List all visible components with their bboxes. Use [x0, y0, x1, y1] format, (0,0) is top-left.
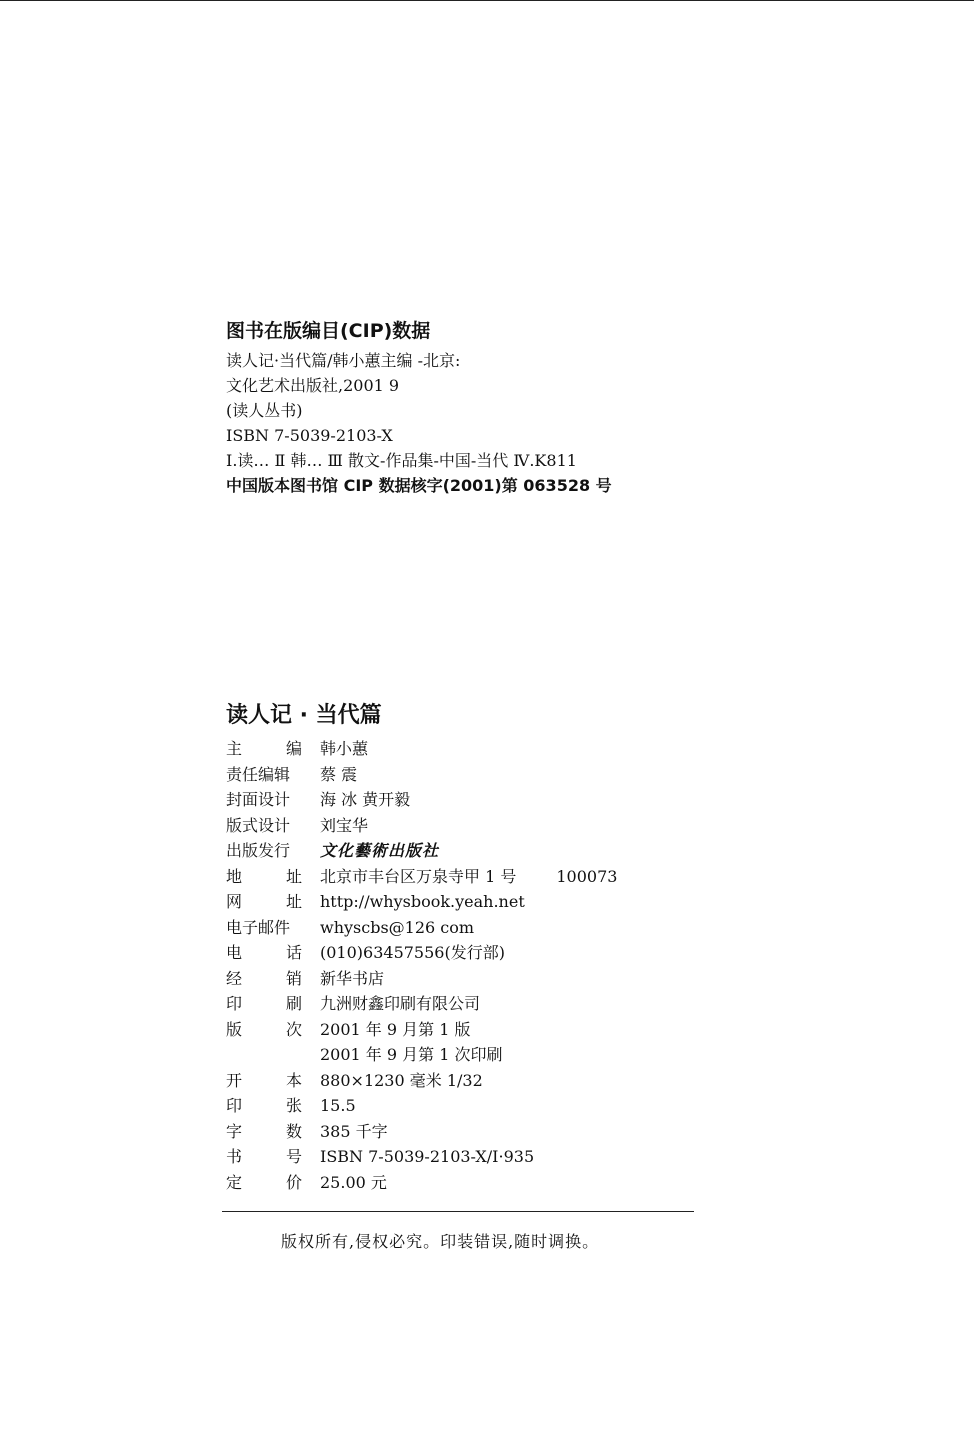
- colophon-row: [226, 838, 706, 864]
- cip-data-block: [226, 318, 846, 498]
- colophon-label-part: 印: [226, 1096, 243, 1115]
- colophon-row: [226, 940, 706, 966]
- colophon-row-label: [226, 889, 302, 915]
- colophon-row-value: whyscbs@126 com: [320, 917, 475, 937]
- colophon-row: [226, 1093, 706, 1119]
- colophon-row-value: ISBN 7-5039-2103-X/I·935: [320, 1147, 535, 1166]
- colophon-label-part: 本: [285, 1070, 302, 1090]
- colophon-row-label: [226, 762, 302, 788]
- cip-line-publisher: 文化艺术出版社,2001 9: [226, 376, 400, 395]
- colophon-label-part: 编: [285, 739, 302, 758]
- colophon-rows: [226, 736, 706, 1195]
- colophon-row-label: [226, 991, 302, 1017]
- colophon-label-part: 版式设计: [226, 815, 291, 835]
- colophon-label-part: 定: [226, 1172, 243, 1192]
- colophon-label-part: 主: [226, 739, 243, 758]
- colophon-row: [226, 1017, 706, 1043]
- colophon-label-part: 号: [285, 1147, 302, 1166]
- cip-line-series: (读人丛书): [226, 401, 303, 420]
- spacer: [516, 864, 556, 890]
- colophon-label-part: 经: [226, 968, 243, 988]
- book-title: 读人记 · 当代篇: [226, 703, 382, 728]
- colophon-row: [226, 736, 706, 762]
- colophon-label-part: 数: [285, 1121, 302, 1141]
- colophon-row-value: 880×1230 毫米 1/32: [320, 1070, 483, 1090]
- colophon-row: [226, 1119, 706, 1145]
- cip-line-subjects: Ⅰ.读… Ⅱ 韩… Ⅲ 散文-作品集-中国-当代 Ⅳ.K811: [226, 451, 577, 470]
- colophon-row: [226, 1170, 706, 1196]
- colophon-label-part: 书: [226, 1147, 243, 1166]
- colophon-row-value: http://whysbook.yeah.net: [320, 892, 525, 911]
- colophon-row: [226, 1068, 706, 1094]
- colophon-row-label: [226, 1017, 302, 1043]
- colophon-row-label: [226, 838, 302, 864]
- colophon-label-part: 印: [226, 994, 243, 1013]
- colophon-row-value: 新华书店: [320, 968, 385, 988]
- colophon-row-value: 刘宝华: [320, 815, 369, 835]
- cip-title: 图书在版编目(CIP)数据: [226, 320, 431, 342]
- colophon-label-part: 址: [285, 892, 302, 911]
- colophon-row-label: [226, 864, 302, 890]
- cip-line-isbn: ISBN 7-5039-2103-X: [226, 426, 393, 445]
- colophon-row-label: [226, 1144, 302, 1170]
- colophon-label-part: 刷: [285, 994, 302, 1013]
- colophon-row-label: [226, 940, 302, 966]
- colophon-row-value: 2001 年 9 月第 1 次印刷: [320, 1045, 503, 1064]
- colophon-row: [226, 864, 706, 890]
- colophon-row-label: [226, 915, 302, 941]
- colophon-label-part: 张: [285, 1096, 302, 1115]
- colophon-label-part: 电子邮件: [226, 917, 291, 937]
- colophon-row-value: 385 千字: [320, 1121, 388, 1141]
- colophon-row-value: 15.5: [320, 1096, 356, 1115]
- colophon-row-value: (010)63457556(发行部): [320, 943, 505, 962]
- colophon-row-value: 25.00 元: [320, 1172, 387, 1192]
- top-border-line: [0, 0, 974, 1]
- colophon-label-part: 价: [285, 1172, 302, 1192]
- colophon-label-part: 电: [226, 943, 243, 962]
- colophon-row: [226, 1144, 706, 1170]
- colophon-row-value: 2001 年 9 月第 1 版: [320, 1019, 471, 1039]
- colophon-row-value: 北京市丰台区万泉寺甲 1 号: [320, 866, 517, 886]
- colophon-label-part: 销: [285, 968, 302, 988]
- colophon-row-label: [226, 1170, 302, 1196]
- colophon-row-label: [226, 1093, 302, 1119]
- postal-code: 100073: [556, 866, 618, 886]
- colophon-row: [226, 813, 706, 839]
- colophon-row-label: [226, 1119, 302, 1145]
- colophon-row-label: [226, 1068, 302, 1094]
- colophon-row-value: 九洲财鑫印刷有限公司: [320, 994, 481, 1013]
- colophon-label-part: 版: [226, 1019, 243, 1039]
- colophon-row: [226, 991, 706, 1017]
- cip-line-title-editor: 读人记·当代篇/韩小蕙主编 -北京:: [226, 351, 461, 370]
- colophon-divider: [222, 1211, 694, 1212]
- colophon-label-part: 出版发行: [226, 841, 291, 860]
- colophon-row-label: [226, 966, 302, 992]
- colophon-row: [226, 966, 706, 992]
- colophon-row: [226, 787, 706, 813]
- colophon-label-part: 址: [285, 866, 302, 886]
- colophon-block: [226, 700, 706, 1195]
- colophon-row: [226, 915, 706, 941]
- cip-record-number: 中国版本图书馆 CIP 数据核字(2001)第 063528 号: [226, 476, 612, 495]
- colophon-row-value: 海 冰 黄开毅: [320, 790, 411, 809]
- colophon-row: [226, 889, 706, 915]
- colophon-label-part: 地: [226, 866, 243, 886]
- colophon-row-label: [226, 813, 302, 839]
- colophon-label-part: 话: [285, 943, 302, 962]
- colophon-row-value: 韩小蕙: [320, 739, 369, 758]
- colophon-row-label: [226, 736, 302, 762]
- colophon-label-part: 网: [226, 892, 243, 911]
- colophon-row-label: [226, 787, 302, 813]
- publisher-logo-text: 文化藝術出版社: [320, 841, 440, 860]
- colophon-label-part: 开: [226, 1070, 243, 1090]
- colophon-label-part: 字: [226, 1121, 243, 1141]
- colophon-label-part: 责任编辑: [226, 764, 291, 784]
- colophon-label-part: 次: [285, 1019, 302, 1039]
- colophon-row-label: [226, 1042, 302, 1068]
- colophon-row: [226, 762, 706, 788]
- copyright-notice: 版权所有,侵权必究。印装错误,随时调换。: [281, 1232, 600, 1251]
- colophon-label-part: 封面设计: [226, 790, 291, 809]
- colophon-row: [226, 1042, 706, 1068]
- colophon-row-value: 蔡 震: [320, 764, 358, 784]
